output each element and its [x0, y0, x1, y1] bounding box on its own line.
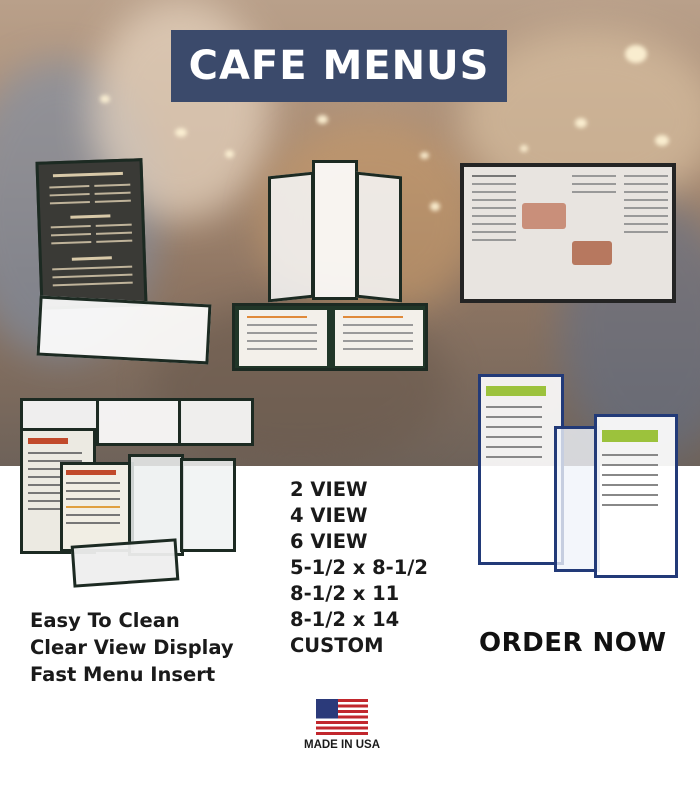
size-item: CUSTOM	[290, 634, 384, 657]
menu-cover-single-view-dark	[35, 158, 147, 310]
menu-cover-double-view-open	[232, 303, 428, 371]
menu-cover-navy-bifold	[478, 374, 678, 574]
size-item: 4 VIEW	[290, 504, 368, 527]
page-title: CAFE MENUS	[188, 43, 490, 89]
title-banner	[171, 30, 507, 102]
feature-item: Clear View Display	[30, 636, 234, 659]
size-item: 6 VIEW	[290, 530, 368, 553]
features-list	[30, 607, 234, 688]
size-item: 8-1/2 x 11	[290, 582, 400, 605]
order-now-button[interactable]: ORDER NOW	[479, 628, 667, 658]
made-in-usa-label: MADE IN USA	[303, 739, 381, 751]
menu-cover-clear-lying	[37, 296, 212, 365]
menu-cover-tri-fold-standing	[268, 160, 398, 298]
menu-cover-landscape	[460, 163, 676, 303]
size-item: 8-1/2 x 14	[290, 608, 400, 631]
size-item: 2 VIEW	[290, 478, 368, 501]
us-flag-icon	[300, 699, 384, 739]
sizes-list	[290, 477, 428, 659]
feature-item: Fast Menu Insert	[30, 663, 216, 686]
size-item: 5-1/2 x 8-1/2	[290, 556, 428, 579]
menu-cover-six-view-set	[20, 398, 250, 586]
feature-item: Easy To Clean	[30, 609, 180, 632]
